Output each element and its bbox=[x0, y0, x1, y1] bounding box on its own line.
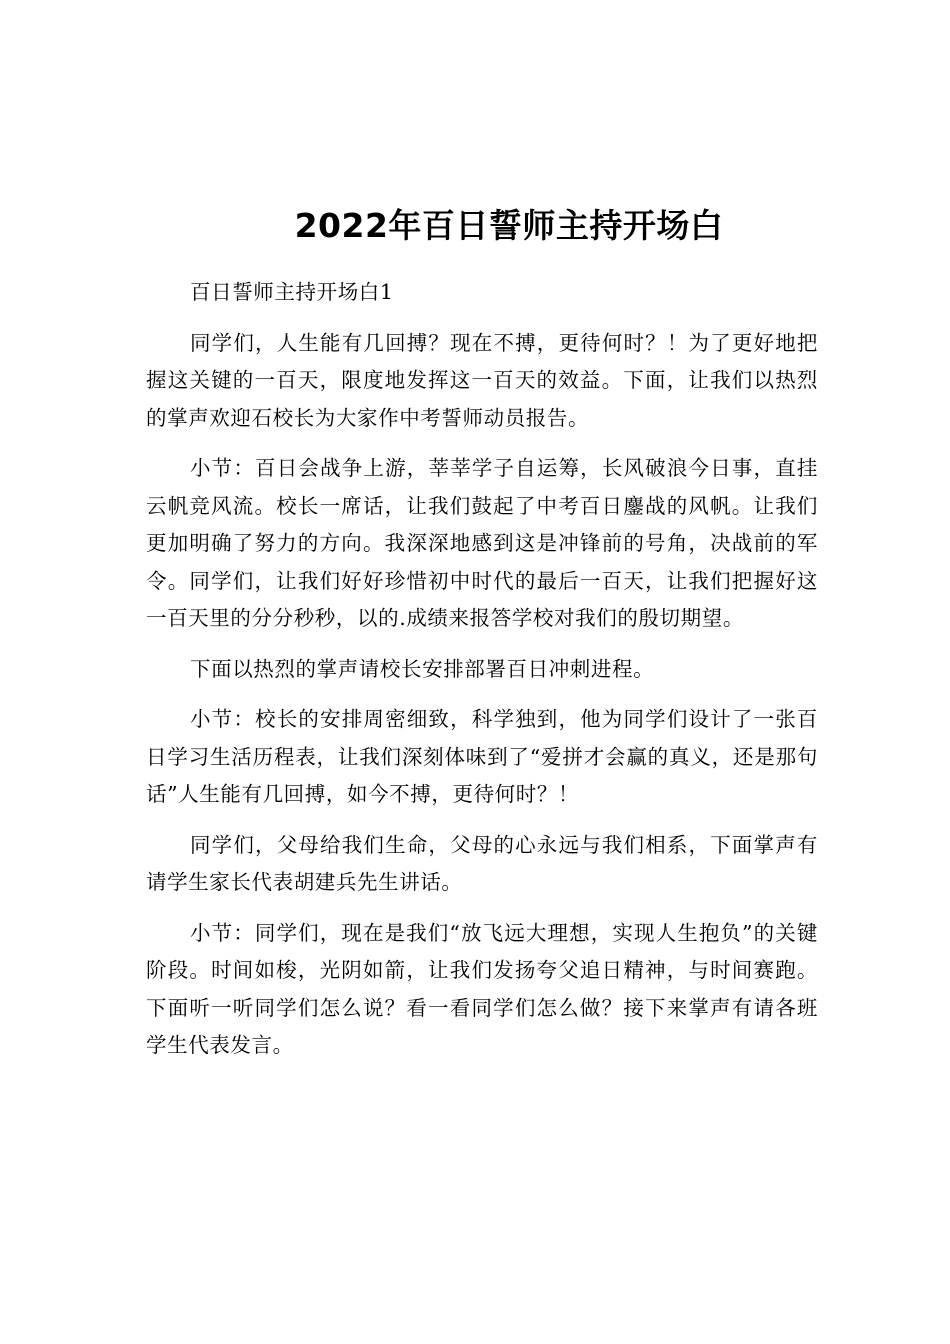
paragraph: 小节：百日会战争上游，莘莘学子自运筹，长风破浪今日事，直挂云帆竞风流。校长一席话，让我们鼓起了中考百日鏖战的风帆。让我们更加明确了努力的方向。我深深地感到这是冲锋前的号角，决战前的军令。同学们，让我们好好珍惜初中时代的最后一百天，让我们把握好这一百天里的分分秒秒，以的.成绩来报答学校对我们的殷切期望。 bbox=[146, 456, 818, 630]
document-body bbox=[146, 274, 818, 1078]
paragraph: 同学们，父母给我们生命，父母的心永远与我们相系，下面掌声有请学生家长代表胡建兵先生讲话。 bbox=[146, 832, 818, 894]
paragraph: 小节：同学们，现在是我们“放飞远大理想，实现人生抱负”的关键阶段。时间如梭，光阴如箭，让我们发扬夸父追日精神，与时间赛跑。下面听一听同学们怎么说？看一看同学们怎么做？接下来掌声有请各班学生代表发言。 bbox=[146, 920, 818, 1057]
paragraph: 下面以热烈的掌声请校长安排部署百日冲刺进程。 bbox=[190, 656, 655, 681]
paragraph-subtitle: 百日誓师主持开场白1 bbox=[190, 280, 394, 304]
document-title: 2022年百日誓师主持开场白 bbox=[294, 206, 724, 245]
paragraph: 同学们，人生能有几回搏？现在不搏，更待何时？！为了更好地把握这关键的一百天，限度地发挥这一百天的效益。下面，让我们以热烈的掌声欢迎石校长为大家作中考誓师动员报告。 bbox=[146, 330, 818, 430]
paragraph: 小节：校长的安排周密细致，科学独到，他为同学们设计了一张百日学习生活历程表，让我们深刻体味到了“爱拼才会赢的真义，还是那句话”人生能有几回搏，如今不搏，更待何时？！ bbox=[146, 707, 818, 806]
